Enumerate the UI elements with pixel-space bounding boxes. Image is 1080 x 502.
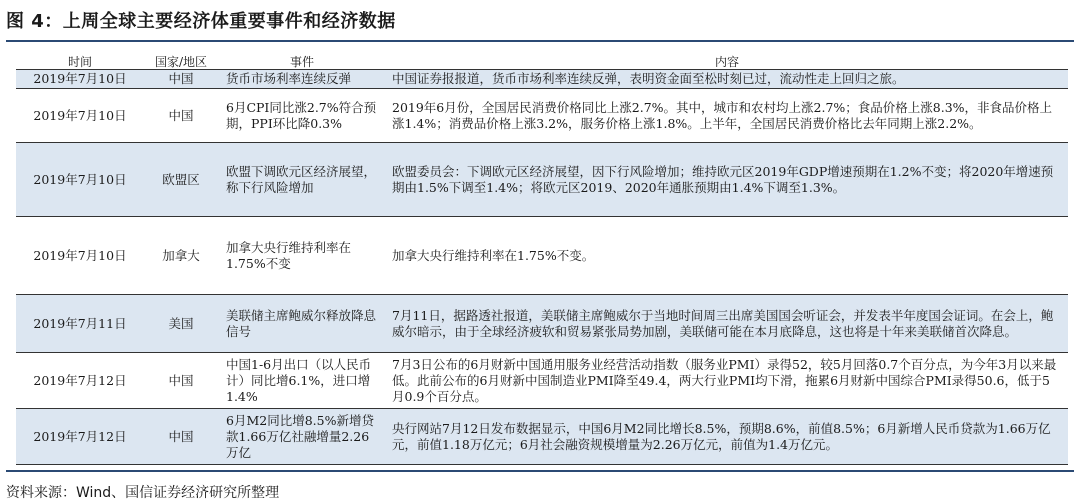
header-region: 国家/地区 (144, 54, 218, 70)
cell-event: 6月M2同比增8.5%新增贷款1.66万亿社融增量2.26万亿 (218, 409, 386, 465)
cell-content: 7月11日，据路透社报道，美联储主席鲍威尔于当地时间周三出席美国国会听证会，并发表半年度国会证词。在会上，鲍威尔暗示，由于全球经济疲软和贸易紧张局势加剧，美联储可能在本月底降息，这也将是十年来美联储首次降息。 (386, 295, 1068, 353)
cell-date: 2019年7月10日 (16, 89, 144, 143)
cell-content: 7月3日公布的6月财新中国通用服务业经营活动指数（服务业PMI）录得52，较5月回落0.7个百分点，为今年3月以来最低。此前公布的6月财新中国制造业PMI降至49.4，两大行业PMI均下滑，拖累6月财新中国综合PMI录得50.6，低于5月0.9个百分点。 (386, 353, 1068, 409)
table-row (16, 295, 1068, 353)
cell-event: 美联储主席鲍威尔释放降息信号 (218, 295, 386, 353)
cell-region: 中国 (144, 409, 218, 465)
header-date: 时间 (16, 54, 144, 70)
cell-date: 2019年7月11日 (16, 295, 144, 353)
cell-region: 美国 (144, 295, 218, 353)
table-header-row (16, 54, 1068, 70)
cell-date: 2019年7月10日 (16, 217, 144, 295)
cell-event: 6月CPI同比涨2.7%符合预期，PPI环比降0.3% (218, 89, 386, 143)
table-row (16, 217, 1068, 295)
header-content: 内容 (386, 54, 1068, 70)
cell-content: 加拿大央行维持利率在1.75%不变。 (386, 217, 1068, 295)
cell-content: 央行网站7月12日发布数据显示，中国6月M2同比增长8.5%，预期8.6%，前值8.5%；6月新增人民币贷款为1.66万亿元，前值1.18万亿元；6月社会融资规模增量为2.26万亿元，前值为1.4万亿元。 (386, 409, 1068, 465)
figure-title: 图 4：上周全球主要经济体重要事件和经济数据 (6, 11, 396, 32)
cell-region: 加拿大 (144, 217, 218, 295)
table-row (16, 409, 1068, 465)
table-row (16, 353, 1068, 409)
cell-content: 欧盟委员会：下调欧元区经济展望，因下行风险增加；维持欧元区2019年GDP增速预期在1.2%不变；将2020年增速预期由1.5%下调至1.4%；将欧元区2019、2020年通胀预期由1.4%下调至1.3%。 (386, 143, 1068, 217)
cell-event: 加拿大央行维持利率在1.75%不变 (218, 217, 386, 295)
figure-title-bar (6, 6, 1074, 34)
cell-date: 2019年7月10日 (16, 143, 144, 217)
cell-date: 2019年7月10日 (16, 70, 144, 89)
cell-event: 欧盟下调欧元区经济展望，称下行风险增加 (218, 143, 386, 217)
cell-content: 中国证券报报道，货币市场利率连续反弹，表明资金面至松时刻已过，流动性走上回归之旅。 (386, 70, 1068, 89)
cell-content: 2019年6月份，全国居民消费价格同比上涨2.7%。其中，城市和农村均上涨2.7%；食品价格上涨8.3%，非食品价格上涨1.4%；消费品价格上涨3.2%，服务价格上涨1.8%。上半年，全国居民消费价格比去年同期上涨2.2%。 (386, 89, 1068, 143)
events-table (16, 54, 1068, 465)
cell-date: 2019年7月12日 (16, 353, 144, 409)
title-divider (6, 40, 1074, 42)
table-row (16, 89, 1068, 143)
source-text: 资料来源：Wind、国信证券经济研究所整理 (6, 485, 280, 501)
header-event: 事件 (218, 54, 386, 70)
table-row (16, 70, 1068, 89)
cell-region: 中国 (144, 89, 218, 143)
cell-region: 欧盟区 (144, 143, 218, 217)
cell-region: 中国 (144, 70, 218, 89)
source-note (6, 470, 1074, 502)
cell-event: 中国1-6月出口（以人民币计）同比增6.1%，进口增1.4% (218, 353, 386, 409)
cell-event: 货币市场利率连续反弹 (218, 70, 386, 89)
cell-region: 中国 (144, 353, 218, 409)
table-row (16, 143, 1068, 217)
cell-date: 2019年7月12日 (16, 409, 144, 465)
